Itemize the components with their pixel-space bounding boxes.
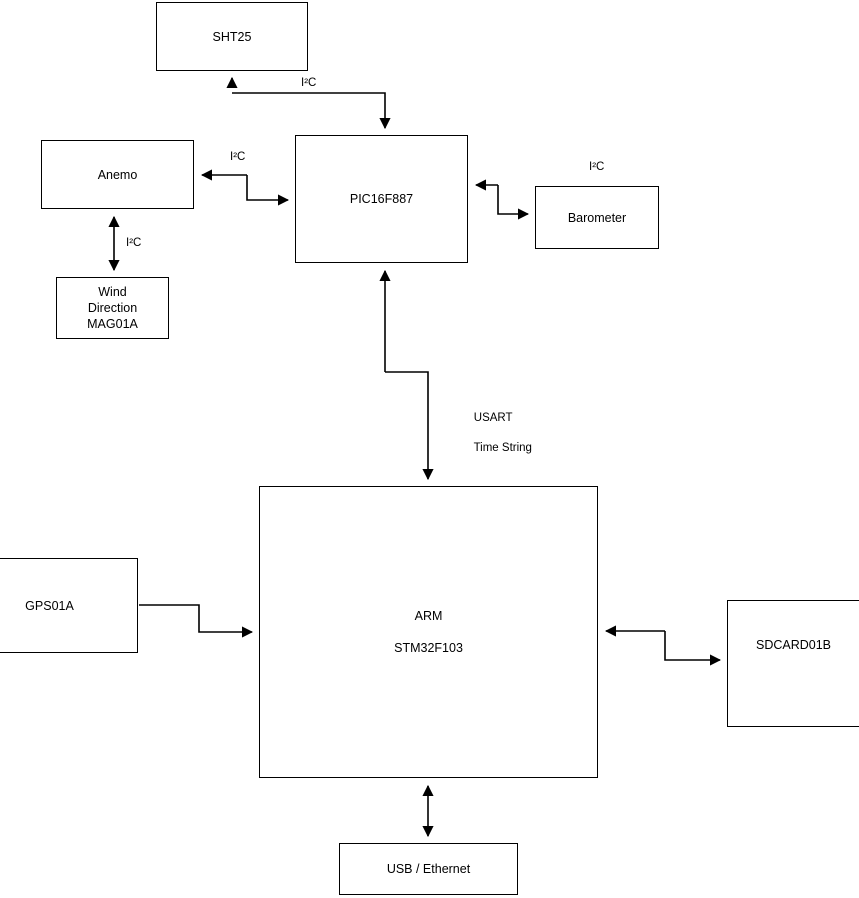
edge-label-i2c-anemo: I²C [230,151,246,163]
node-sht25-label: SHT25 [212,29,252,44]
node-wind-direction-mag01a[interactable] [56,277,169,339]
node-gps01a[interactable] [0,558,138,653]
node-barometer-label: Barometer [567,210,627,225]
node-wind-direction-line-2: Direction [87,301,138,315]
edge-label-usart-line-1: USART [473,412,513,424]
node-sdcard01b-label: SDCARD01B [755,637,832,652]
connector-pic-barometer [476,185,528,214]
connector-anemo-pic [202,175,288,200]
node-wind-direction-line-3: MAG01A [87,317,138,331]
connector-arm-pic-usart [385,271,428,479]
node-pic16f887-label: PIC16F887 [349,192,414,206]
node-arm-stm32f103[interactable] [259,486,598,778]
node-usb-ethernet-label: USB / Ethernet [386,862,471,876]
node-usb-ethernet[interactable] [339,843,518,895]
node-sht25[interactable] [156,2,308,71]
edge-label-i2c-barometer: I²C [589,161,605,173]
node-pic16f887[interactable] [295,135,468,263]
node-sdcard01b[interactable] [727,600,859,727]
node-stm32f103-label: STM32F103 [394,641,463,655]
node-barometer[interactable] [535,186,659,249]
node-anemo-label: Anemo [97,167,138,182]
node-wind-direction-line-1: Wind [98,285,127,299]
edge-label-i2c-winddir: I²C [126,237,142,249]
connector-arm-sdcard [606,631,720,660]
edge-label-usart-line-2: Time String [473,442,532,454]
node-anemo[interactable] [41,140,194,209]
node-gps01a-label: GPS01A [25,598,74,613]
edge-label-usart [461,396,532,471]
node-arm-label: ARM [414,609,443,623]
edge-label-i2c-sht25: I²C [301,77,317,89]
connector-gps-arm [139,605,252,632]
